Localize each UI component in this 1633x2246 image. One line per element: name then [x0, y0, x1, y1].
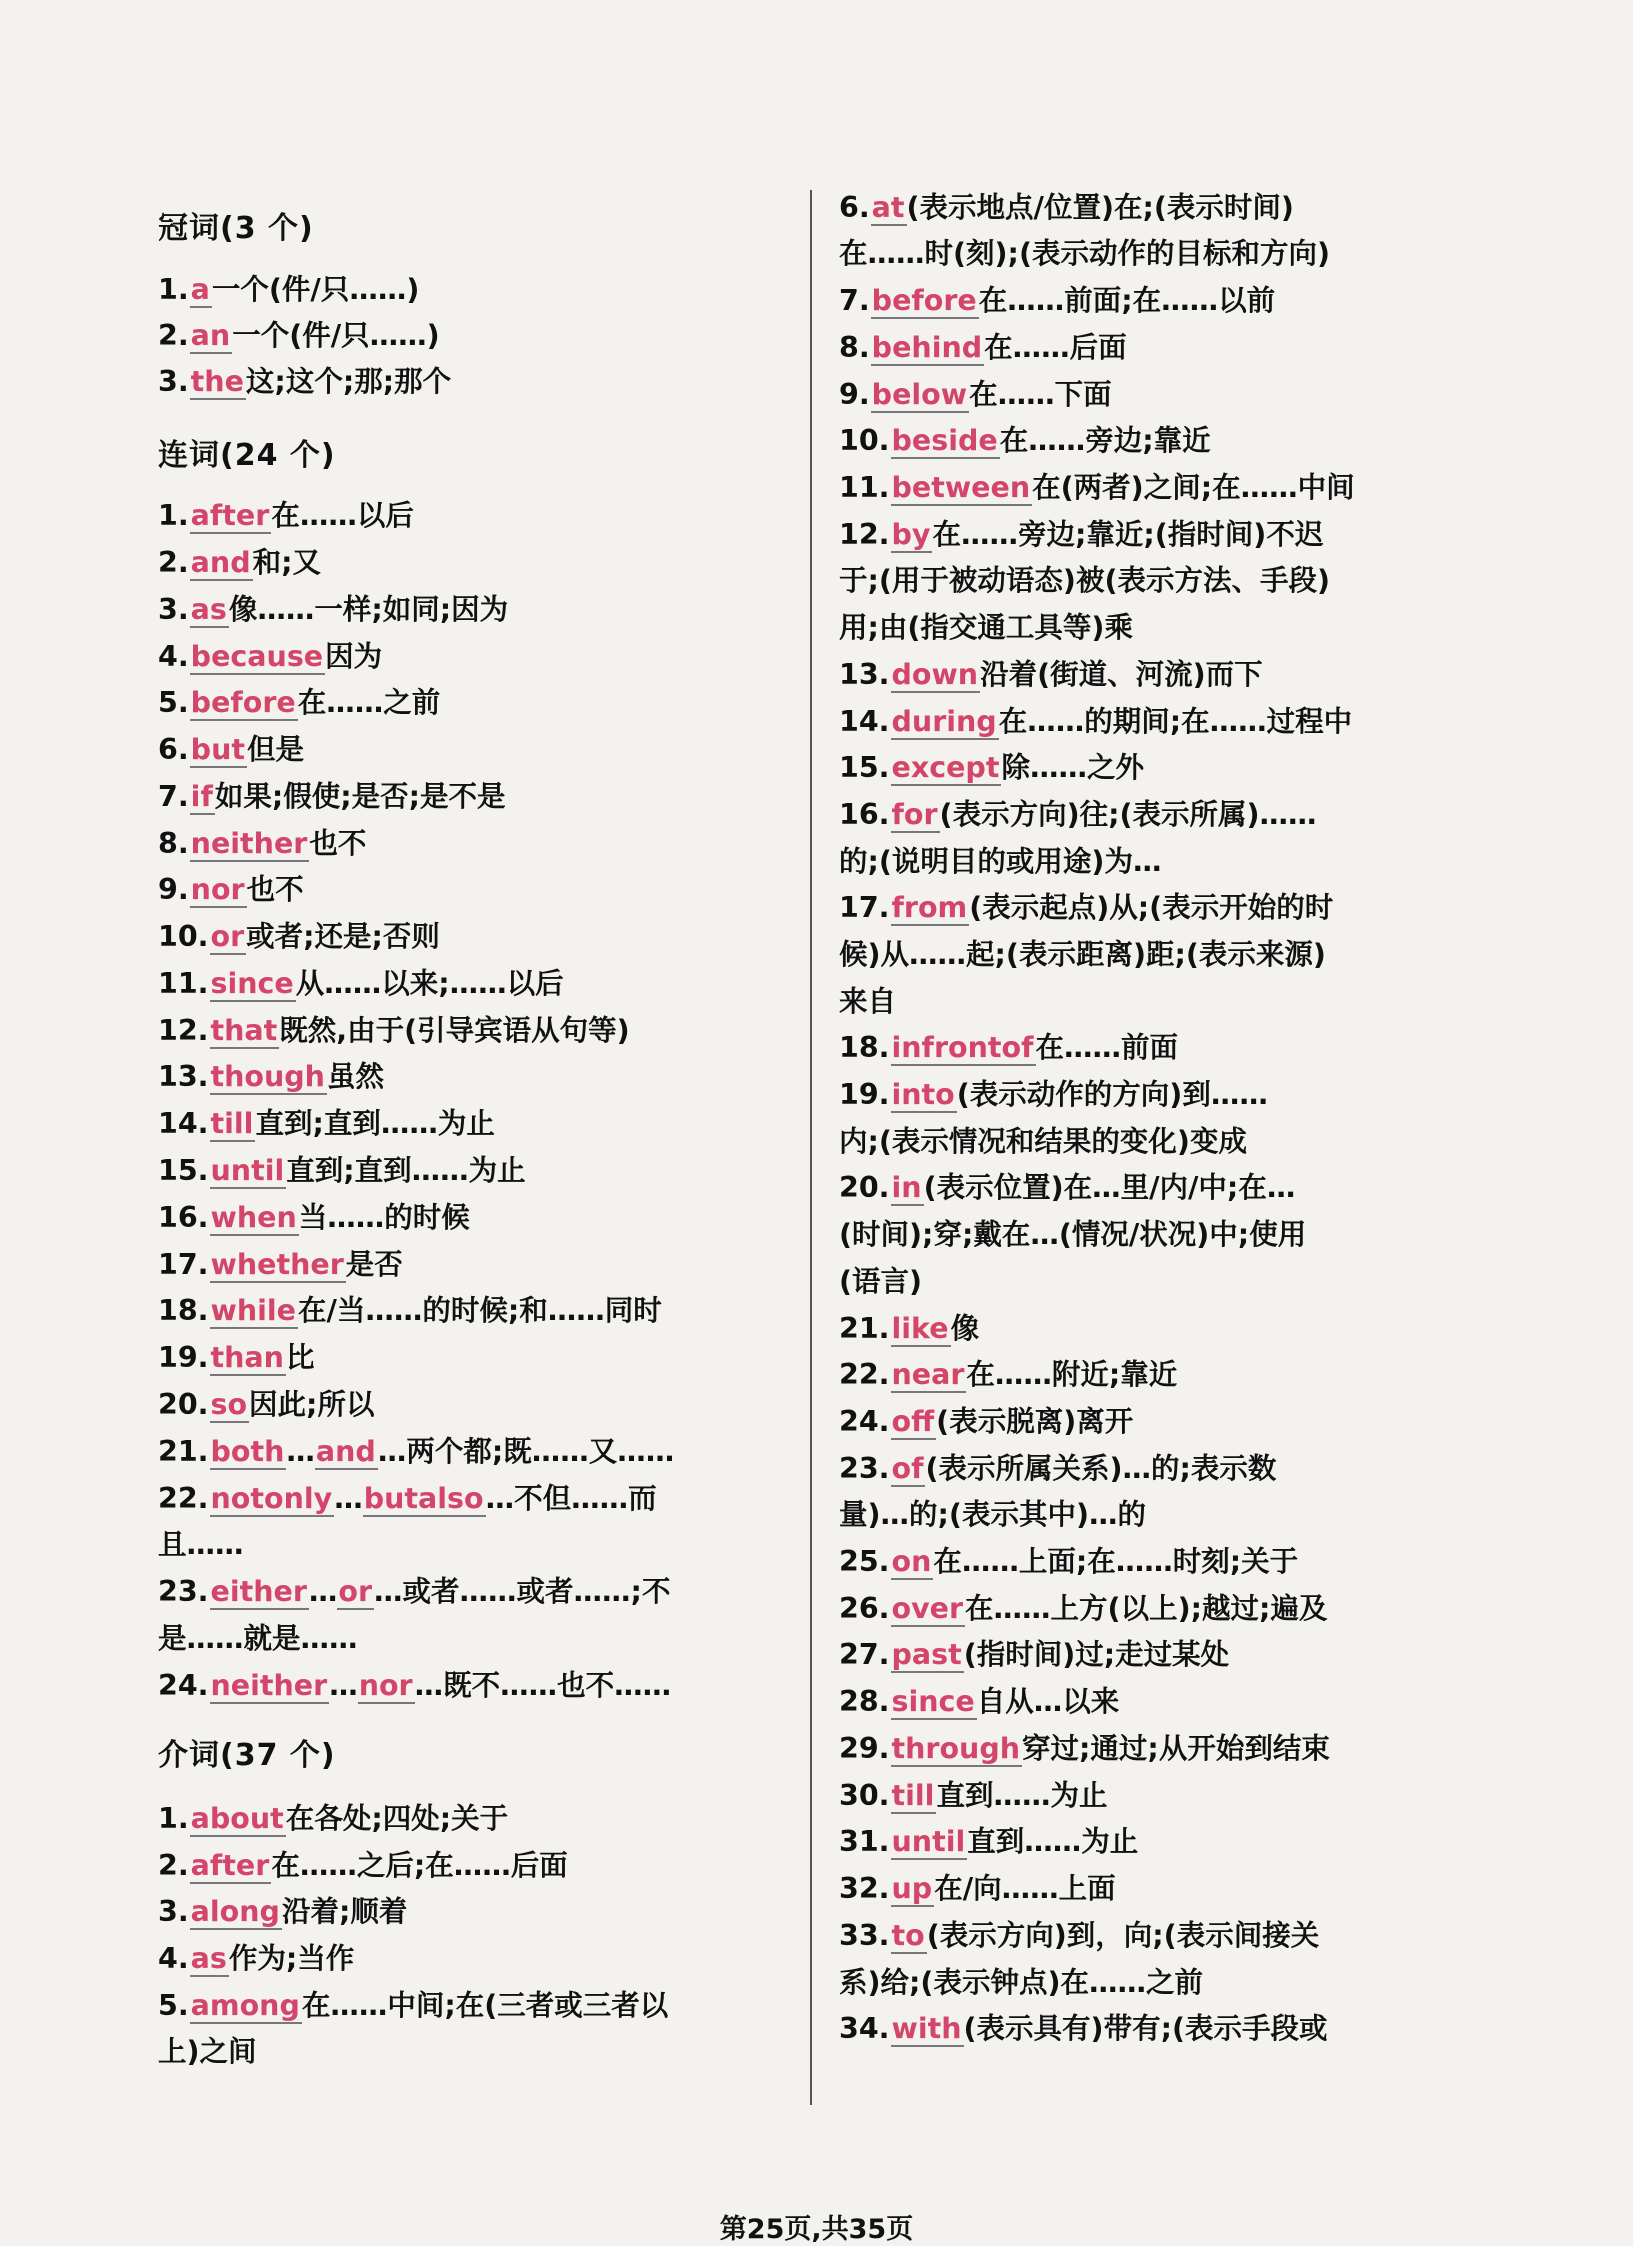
vocab-entry [158, 824, 366, 864]
entry-number: 24. [158, 1669, 209, 1702]
entry-continuation: (语言) [839, 1265, 923, 1298]
entry-continuation: 用;由(指交通工具等)乘 [839, 611, 1133, 644]
entry-number: 6. [839, 191, 870, 224]
entry-number: 9. [158, 873, 189, 906]
entry-number: 7. [158, 780, 189, 813]
entry-definition: 在……附近;靠近 [966, 1358, 1178, 1391]
entry-number: 7. [839, 284, 870, 317]
vocab-entry [839, 1776, 1107, 1816]
entry-number: 6. [158, 733, 189, 766]
entry-continuation: 是……就是…… [158, 1622, 358, 1655]
vocab-entry [158, 1338, 314, 1378]
vocab-entry [839, 888, 1333, 928]
vocab-entry [158, 637, 382, 677]
vocab-entry [839, 1916, 1319, 1956]
vocab-word: into [891, 1078, 955, 1111]
entry-number: 23. [158, 1575, 209, 1608]
vocab-entry [839, 1635, 1229, 1675]
vocab-word: if [190, 780, 213, 813]
entry-number: 17. [158, 1248, 209, 1281]
vocab-entry [158, 1245, 403, 1285]
vocab-word: with [891, 2012, 962, 2045]
vocab-word: either [210, 1575, 307, 1608]
entry-definition: 在……以后 [271, 499, 414, 532]
vocab-word: neither [190, 827, 308, 860]
vocab-word: like [891, 1312, 949, 1345]
vocab-entry [839, 1355, 1177, 1395]
vocab-word: whether [210, 1248, 344, 1281]
entry-number: 13. [158, 1060, 209, 1093]
entry-number: 30. [839, 1779, 890, 1812]
vocab-entry [158, 543, 321, 583]
vocab-entry [158, 730, 304, 770]
entry-number: 26. [839, 1592, 890, 1625]
entry-definition: 但是 [247, 733, 305, 766]
vocab-entry [158, 270, 419, 310]
entry-number: 21. [839, 1312, 890, 1345]
entry-number: 16. [158, 1201, 209, 1234]
vocab-entry [839, 1168, 1295, 1208]
vocab-word: except [891, 751, 1000, 784]
vocab-word: in [891, 1171, 922, 1204]
entry-continuation: 来自 [839, 985, 897, 1018]
entry-number: 10. [839, 424, 890, 457]
vocab-entry [158, 1892, 407, 1932]
vocab-entry [158, 496, 414, 536]
section-heading: 连词(24 个) [158, 438, 336, 473]
vocab-entry: 21.both…and…两个都;既……又…… [158, 1435, 675, 1468]
vocab-entry [839, 1729, 1330, 1769]
vocab-entry [839, 1542, 1298, 1582]
vocab-entry [839, 1028, 1178, 1068]
entry-continuation: 候)从……起;(表示距离)距;(表示来源) [839, 938, 1326, 971]
entry-definition: (表示具有)带有;(表示手段或 [963, 2012, 1328, 2045]
vocab-word: until [210, 1154, 285, 1187]
vocab-word: by [891, 518, 931, 551]
vocab-entry [158, 1939, 354, 1979]
vocab-entry [158, 316, 440, 356]
vocab-word: from [891, 891, 968, 924]
vocab-entry [158, 590, 508, 630]
entry-continuation: 且…… [158, 1528, 244, 1561]
vocab-word: as [190, 1942, 227, 1975]
vocab-word: though [210, 1060, 325, 1093]
vocab-entry [158, 917, 440, 957]
vocab-word: along [190, 1895, 280, 1928]
vocab-entry [839, 188, 1294, 228]
entry-number: 9. [839, 378, 870, 411]
entry-number: 1. [158, 1802, 189, 1835]
vocab-word: the [190, 365, 244, 398]
vocab-entry [158, 362, 451, 402]
entry-definition: (表示地点/位置)在;(表示时间) [906, 191, 1294, 224]
entry-definition: (指时间)过;走过某处 [963, 1638, 1230, 1671]
entry-number: 33. [839, 1919, 890, 1952]
entry-number: 19. [839, 1078, 890, 1111]
vocab-word: between [891, 471, 1031, 504]
vocab-entry: 24.neither…nor…既不……也不…… [158, 1669, 672, 1702]
entry-number: 25. [839, 1545, 890, 1578]
vocab-entry [158, 1011, 630, 1051]
entry-definition: (表示所属关系)…的;表示数 [925, 1452, 1277, 1485]
vocab-entry [839, 421, 1211, 461]
entry-number: 22. [839, 1358, 890, 1391]
vocab-entry [158, 1986, 668, 2026]
vocab-word: after [190, 1849, 270, 1882]
entry-definition: 在……中间;在(三者或三者以 [301, 1989, 669, 2022]
entry-definition: 在……上面;在……时刻;关于 [933, 1545, 1299, 1578]
entry-definition: 因为 [325, 640, 383, 673]
entry-continuation: 内;(表示情况和结果的变化)变成 [839, 1125, 1247, 1158]
entry-number: 15. [839, 751, 890, 784]
entry-definition: 从……以来;……以后 [295, 967, 564, 1000]
vocab-word: while [210, 1294, 296, 1327]
entry-definition: …两个都;既……又…… [377, 1435, 675, 1468]
entry-number: 8. [839, 331, 870, 364]
entry-number: 24. [839, 1405, 890, 1438]
entry-definition: 因此;所以 [249, 1388, 375, 1421]
entry-definition: 在(两者)之间;在……中间 [1032, 471, 1355, 504]
entry-definition: 也不 [246, 873, 304, 906]
entry-number: 31. [839, 1825, 890, 1858]
entry-number: 15. [158, 1154, 209, 1187]
vocab-word: as [190, 593, 227, 626]
entry-number: 34. [839, 2012, 890, 2045]
vocab-word: behind [871, 331, 983, 364]
vocab-word: nor [190, 873, 245, 906]
entry-number: 13. [839, 658, 890, 691]
entry-definition: (表示起点)从;(表示开始的时 [969, 891, 1334, 924]
section-heading: 介词(37 个) [158, 1738, 336, 1773]
vocab-entry [158, 870, 304, 910]
vocab-entry [158, 1198, 470, 1238]
entry-continuation: 的;(说明目的或用途)为… [839, 845, 1162, 878]
entry-number: 5. [158, 686, 189, 719]
entry-number: 5. [158, 1989, 189, 2022]
vocab-word: notonly [210, 1482, 333, 1515]
entry-definition: 和;又 [252, 546, 322, 579]
entry-definition: 沿着(街道、河流)而下 [980, 658, 1263, 691]
vocab-entry [839, 795, 1317, 835]
vocab-word: since [210, 967, 294, 1000]
vocab-entry [839, 375, 1112, 415]
entry-number: 12. [839, 518, 890, 551]
vocab-word: after [190, 499, 270, 532]
entry-definition: …不但……而 [485, 1482, 657, 1515]
entry-definition: 在……上方(以上);越过;遍及 [965, 1592, 1328, 1625]
entry-definition: 这;这个;那;那个 [245, 365, 452, 398]
entry-number: 28. [839, 1685, 890, 1718]
entry-number: 18. [158, 1294, 209, 1327]
vocab-entry: 22.notonly…butalso…不但……而 [158, 1482, 657, 1515]
entry-continuation: 在……时(刻);(表示动作的目标和方向) [839, 237, 1330, 270]
vocab-entry [158, 1104, 495, 1144]
vocab-word: when [210, 1201, 297, 1234]
entry-definition: (表示位置)在…里/内/中;在… [923, 1171, 1296, 1204]
entry-number: 18. [839, 1031, 890, 1064]
vocab-word: till [891, 1779, 935, 1812]
entry-definition: 像……一样;如同;因为 [228, 593, 509, 626]
entry-number: 21. [158, 1435, 209, 1468]
vocab-word: beside [891, 424, 998, 457]
vocab-entry [158, 1799, 508, 1839]
vocab-entry [839, 702, 1352, 742]
entry-definition: 自从…以来 [976, 1685, 1120, 1718]
vocab-word: past [891, 1638, 962, 1671]
entry-definition: 当……的时候 [298, 1201, 470, 1234]
vocab-entry [839, 2009, 1328, 2049]
vocab-entry [158, 777, 506, 817]
entry-number: 16. [839, 798, 890, 831]
entry-number: 3. [158, 1895, 189, 1928]
entry-definition: 在……的期间;在……过程中 [998, 705, 1353, 738]
entry-definition: 沿着;顺着 [281, 1895, 408, 1928]
entry-definition: 或者;还是;否则 [246, 920, 440, 953]
vocab-word: an [190, 319, 231, 352]
entry-definition: (表示脱离)离开 [936, 1405, 1134, 1438]
entry-number: 3. [158, 365, 189, 398]
entry-number: 4. [158, 1942, 189, 1975]
entry-definition: 作为;当作 [228, 1942, 355, 1975]
entry-definition: 在……旁边;靠近;(指时间)不迟 [932, 518, 1324, 551]
entry-number: 2. [158, 319, 189, 352]
entry-definition: 既然,由于(引导宾语从句等) [279, 1014, 630, 1047]
entry-number: 11. [158, 967, 209, 1000]
vocab-word: both [210, 1435, 285, 1468]
vocab-entry [158, 1151, 526, 1191]
vocab-entry [158, 964, 564, 1004]
entry-definition: 虽然 [326, 1060, 384, 1093]
entry-number: 27. [839, 1638, 890, 1671]
vocab-word: because [190, 640, 324, 673]
entry-definition: 直到……为止 [967, 1825, 1139, 1858]
vocab-word: so [210, 1388, 248, 1421]
entry-definition: 如果;假使;是否;是不是 [214, 780, 506, 813]
entry-number: 2. [158, 1849, 189, 1882]
vocab-word: but [190, 733, 245, 766]
vocab-word: until [891, 1825, 966, 1858]
entry-continuation: (时间);穿;戴在…(情况/状况)中;使用 [839, 1218, 1307, 1251]
vocab-entry [839, 468, 1355, 508]
vocab-entry [839, 1075, 1268, 1115]
section-heading: 冠词(3 个) [158, 211, 314, 246]
vocab-entry [839, 655, 1263, 695]
vocab-word: a [190, 273, 210, 306]
vocab-entry [158, 1057, 384, 1097]
page-footer: 第25页,共35页 [719, 2214, 914, 2245]
vocab-word: infrontof [891, 1031, 1034, 1064]
entry-definition: 在/向……上面 [934, 1872, 1116, 1905]
entry-continuation: 于;(用于被动语态)被(表示方法、手段) [839, 564, 1330, 597]
vocab-word: or [338, 1575, 373, 1608]
entry-number: 23. [839, 1452, 890, 1485]
vocab-word: near [891, 1358, 965, 1391]
vocab-word: down [891, 658, 979, 691]
entry-number: 10. [158, 920, 209, 953]
entry-continuation: 量)…的;(表示其中)…的 [839, 1498, 1146, 1531]
vocab-word: to [891, 1919, 925, 1952]
vocab-word: nor [358, 1669, 413, 1702]
entry-definition: 在……之前 [297, 686, 441, 719]
vocab-entry [839, 1449, 1276, 1489]
vocab-word: at [871, 191, 905, 224]
vocab-word: butalso [363, 1482, 484, 1515]
entry-number: 20. [158, 1388, 209, 1421]
entry-number: 14. [158, 1107, 209, 1140]
entry-number: 20. [839, 1171, 890, 1204]
entry-number: 4. [158, 640, 189, 673]
entry-number: 29. [839, 1732, 890, 1765]
entry-definition: 像 [950, 1312, 980, 1345]
entry-number: 22. [158, 1482, 209, 1515]
vocab-word: of [891, 1452, 924, 1485]
vocab-word: during [891, 705, 997, 738]
entry-definition: …或者……或者……;不 [374, 1575, 671, 1608]
vocab-word: for [891, 798, 938, 831]
entry-definition: 也不 [309, 827, 367, 860]
vocab-word: neither [210, 1669, 328, 1702]
entry-number: 12. [158, 1014, 209, 1047]
vocab-entry [839, 328, 1127, 368]
entry-definition: 比 [285, 1341, 315, 1374]
vocab-entry [839, 281, 1275, 321]
vocab-entry [839, 1589, 1327, 1629]
vocab-word: through [891, 1732, 1021, 1765]
vocab-word: that [210, 1014, 278, 1047]
entry-definition: 一个(件/只……) [211, 273, 420, 306]
entry-number: 17. [839, 891, 890, 924]
vocab-word: till [210, 1107, 254, 1140]
vocab-word: about [190, 1802, 284, 1835]
entry-definition: 直到;直到……为止 [286, 1154, 526, 1187]
entry-definition: 在各处;四处;关于 [285, 1802, 509, 1835]
entry-definition: 在……前面 [1035, 1031, 1179, 1064]
entry-definition: (表示方向)往;(表示所属)…… [939, 798, 1317, 831]
entry-continuation: 上)之间 [158, 2035, 257, 2068]
entry-definition: 在……之后;在……后面 [271, 1849, 568, 1882]
vocab-word: off [891, 1405, 935, 1438]
vocab-word: and [315, 1435, 376, 1468]
vocab-word: and [190, 546, 251, 579]
vocab-word: over [891, 1592, 964, 1625]
entry-definition: 在/当……的时候;和……同时 [298, 1294, 662, 1327]
vocab-word: up [891, 1872, 933, 1905]
vocab-entry [839, 1402, 1133, 1442]
entry-definition: …既不……也不…… [414, 1669, 672, 1702]
vocab-entry: 23.either…or…或者……或者……;不 [158, 1575, 671, 1608]
entry-definition: 在……后面 [984, 331, 1127, 364]
vocab-entry [839, 1682, 1119, 1722]
entry-definition: 在……前面;在……以前 [978, 284, 1276, 317]
entry-number: 8. [158, 827, 189, 860]
entry-number: 19. [158, 1341, 209, 1374]
vocab-entry [839, 1869, 1116, 1909]
vocab-entry [839, 1822, 1138, 1862]
vocab-word: before [871, 284, 977, 317]
entry-definition: 穿过;通过;从开始到结束 [1022, 1732, 1330, 1765]
vocab-word: among [190, 1989, 300, 2022]
vocab-entry [839, 748, 1144, 788]
vocab-word: or [210, 920, 245, 953]
entry-number: 1. [158, 499, 189, 532]
entry-definition: (表示动作的方向)到…… [956, 1078, 1268, 1111]
entry-definition: 是否 [345, 1248, 403, 1281]
vocab-entry [158, 1846, 568, 1886]
vocab-word: on [891, 1545, 932, 1578]
vocab-word: than [210, 1341, 284, 1374]
entry-definition: 在……旁边;靠近 [999, 424, 1211, 457]
entry-continuation: 系)给;(表示钟点)在……之前 [839, 1966, 1203, 1999]
entry-number: 11. [839, 471, 890, 504]
entry-number: 32. [839, 1872, 890, 1905]
vocab-entry [839, 515, 1323, 555]
entry-number: 14. [839, 705, 890, 738]
entry-definition: 在……下面 [969, 378, 1112, 411]
vocab-entry [158, 683, 440, 723]
vocab-word: since [891, 1685, 975, 1718]
vocab-entry [158, 1291, 662, 1331]
entry-definition: 直到;直到……为止 [255, 1107, 495, 1140]
entry-definition: (表示方向)到，向;(表示间接关 [926, 1919, 1320, 1952]
entry-definition: 直到……为止 [936, 1779, 1108, 1812]
entry-number: 2. [158, 546, 189, 579]
vocab-word: below [871, 378, 968, 411]
entry-number: 1. [158, 273, 189, 306]
vocab-entry [158, 1385, 374, 1425]
vocab-entry [839, 1309, 979, 1349]
entry-number: 3. [158, 593, 189, 626]
vocab-word: before [190, 686, 296, 719]
entry-definition: 一个(件/只……) [232, 319, 440, 352]
entry-definition: 除……之外 [1001, 751, 1144, 784]
column-divider [810, 190, 812, 2105]
